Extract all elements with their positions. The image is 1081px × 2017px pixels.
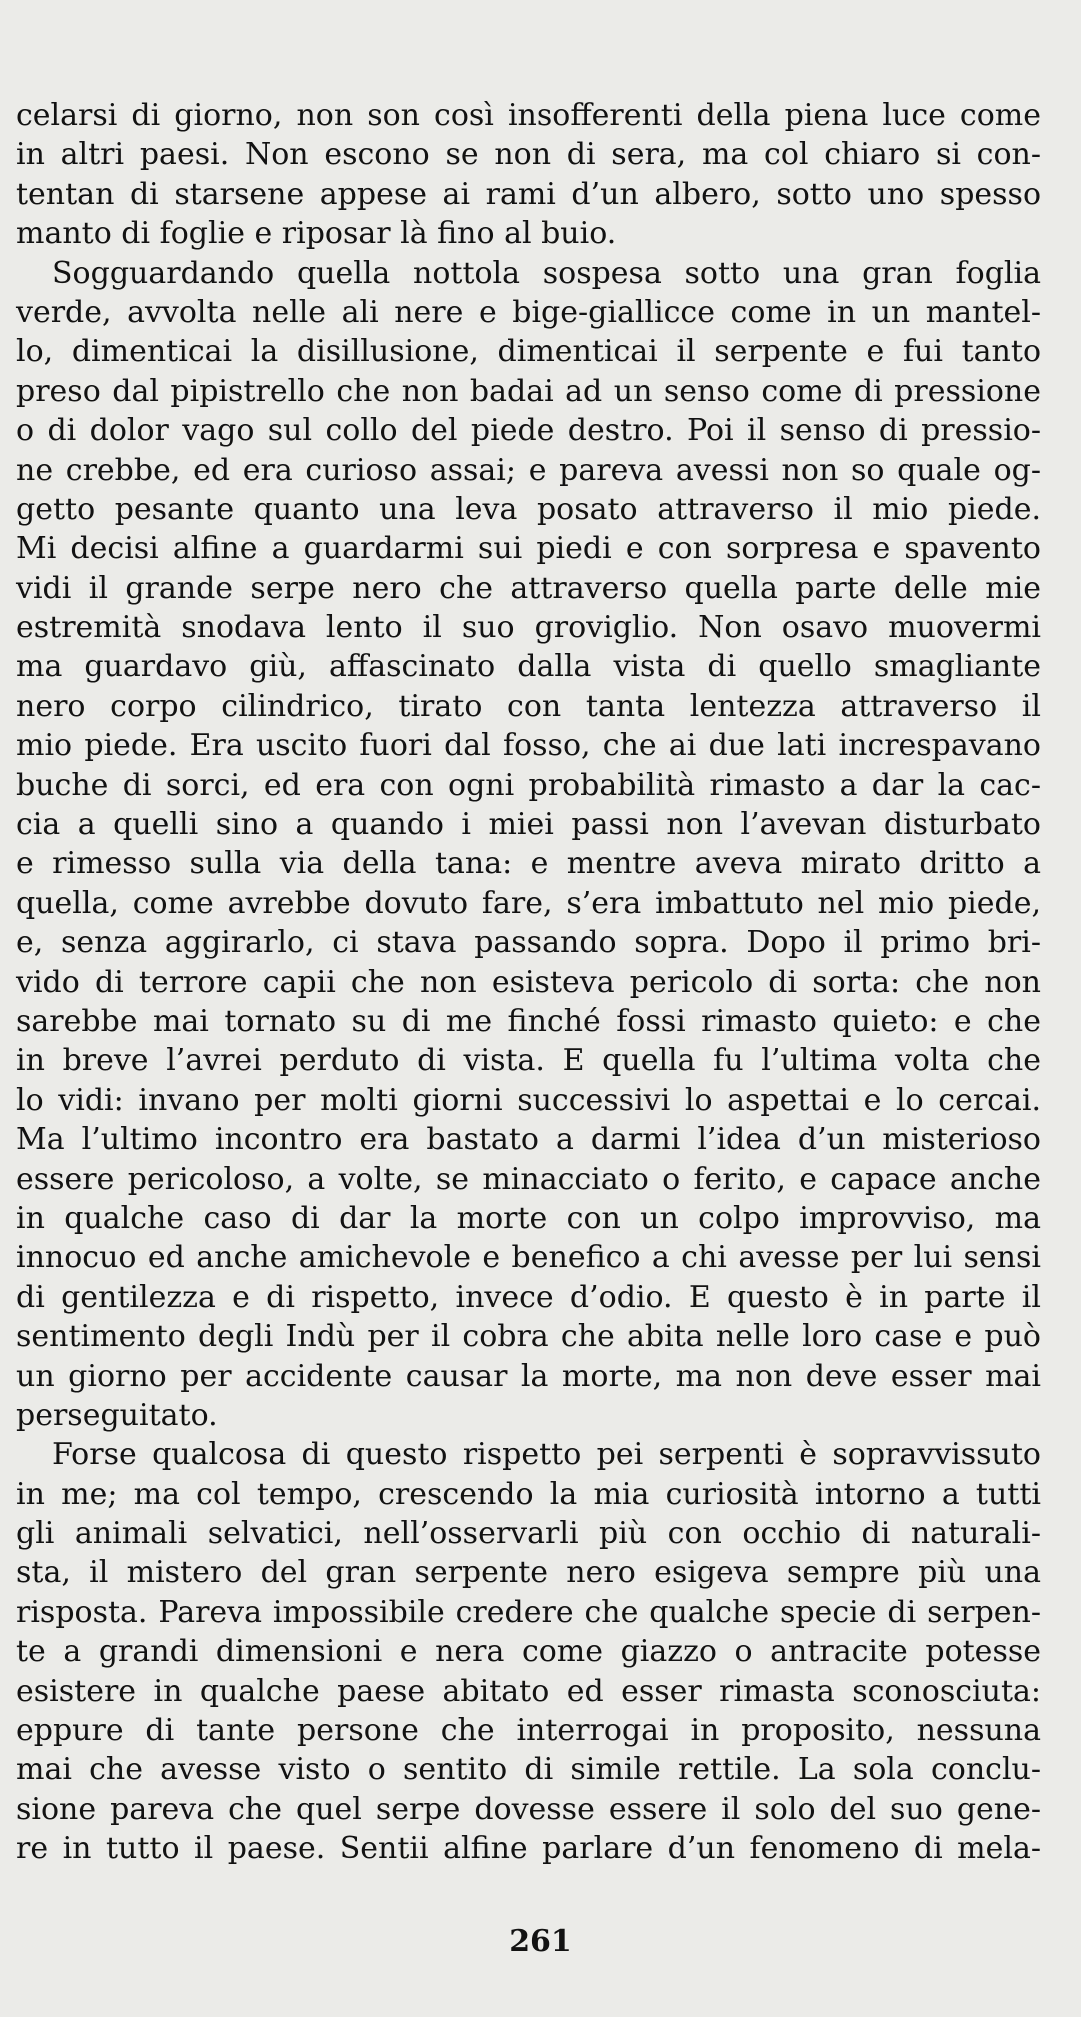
body-text <box>16 96 1041 1869</box>
text-line: celarsi di giorno, non son così insofferenti della piena luce come <box>16 98 1041 133</box>
text-line: verde, avvolta nelle ali nere e bige-giallicce come in un mantel- <box>16 294 1041 330</box>
text-line: o di dolor vago sul collo del piede destro. Poi il senso di pressio- <box>16 413 1041 449</box>
text-line: lo, dimenticai la disillusione, dimenticai il serpente e fui tanto <box>16 334 1041 370</box>
text-line: ne crebbe, ed era curioso assai; e pareva avessi non so quale og- <box>16 452 1041 488</box>
text-line: estremità snodava lento il suo groviglio. Non osavo muovermi <box>16 610 1041 646</box>
text-line: cia a quelli sino a quando i miei passi non l’avevan disturbato <box>16 807 1041 843</box>
text-line: essere pericoloso, a volte, se minacciato o ferito, e capace anche <box>16 1161 1041 1197</box>
text-line: perseguitato. <box>16 1397 218 1433</box>
text-line: e rimesso sulla via della tana: e mentre aveva mirato dritto a <box>16 846 1041 882</box>
text-line: preso dal pipistrello che non badai ad un senso come di pressione <box>16 373 1041 409</box>
text-line: tentan di starsene appese ai rami d’un albero, sotto uno spesso <box>16 176 1041 212</box>
text-line: buche di sorci, ed era con ogni probabilità rimasto a dar la cac- <box>16 767 1041 803</box>
text-line: quella, come avrebbe dovuto fare, s’era imbattuto nel mio piede, <box>16 885 1041 921</box>
text-line: e, senza aggirarlo, ci stava passando sopra. Dopo il primo bri- <box>16 925 1041 961</box>
text-line: sentimento degli Indù per il cobra che abita nelle loro case e può <box>16 1319 1041 1355</box>
text-line: innocuo ed anche amichevole e benefico a chi avesse per lui sensi <box>16 1240 1041 1276</box>
text-line: in me; ma col tempo, crescendo la mia curiosità intorno a tutti <box>16 1476 1041 1512</box>
text-line: un giorno per accidente causar la morte, ma non deve esser mai <box>16 1358 1041 1394</box>
text-line: eppure di tante persone che interrogai in proposito, nessuna <box>16 1713 1041 1749</box>
text-line: vido di terrore capii che non esisteva pericolo di sorta: che non <box>16 964 1041 1000</box>
text-line: in altri paesi. Non escono se non di sera, ma col chiaro si con- <box>16 137 1041 173</box>
text-line: sta, il mistero del gran serpente nero esigeva sempre più una <box>16 1555 1041 1591</box>
text-line: gli animali selvatici, nell’osservarli più con occhio di naturali- <box>16 1516 1041 1552</box>
text-line: mai che avesse visto o sentito di simile rettile. La sola conclu- <box>16 1752 1041 1788</box>
text-line: Sogguardando quella nottola sospesa sotto una gran foglia <box>52 255 1041 291</box>
text-line: Mi decisi alfine a guardarmi sui piedi e con sorpresa e spavento <box>16 531 1041 567</box>
text-line: esistere in qualche paese abitato ed esser rimasta sconosciuta: <box>16 1673 1041 1709</box>
text-line: re in tutto il paese. Sentii alfine parlare d’un fenomeno di mela- <box>16 1831 1041 1867</box>
text-line: sarebbe mai tornato su di me finché fossi rimasto quieto: e che <box>16 1003 1041 1039</box>
text-line: in breve l’avrei perduto di vista. E quella fu l’ultima volta che <box>16 1043 1041 1079</box>
text-line: te a grandi dimensioni e nera come giazzo o antracite potesse <box>16 1634 1041 1670</box>
text-line: di gentilezza e di rispetto, invece d’odio. E questo è in parte il <box>16 1279 1041 1315</box>
text-line: risposta. Pareva impossibile credere che qualche specie di serpen- <box>16 1594 1041 1630</box>
text-line: lo vidi: invano per molti giorni successivi lo aspettai e lo cercai. <box>16 1082 1041 1118</box>
text-line: sione pareva che quel serpe dovesse essere il solo del suo gene- <box>16 1791 1041 1827</box>
text-line: in qualche caso di dar la morte con un colpo improvviso, ma <box>16 1200 1041 1236</box>
text-line: Ma l’ultimo incontro era bastato a darmi l’idea d’un misterioso <box>16 1122 1041 1158</box>
text-line: getto pesante quanto una leva posato attraverso il mio piede. <box>16 491 1041 527</box>
text-line: ma guardavo giù, affascinato dalla vista di quello smagliante <box>16 649 1041 685</box>
text-line: mio piede. Era uscito fuori dal fosso, che ai due lati increspavano <box>16 728 1041 764</box>
text-line: Forse qualcosa di questo rispetto pei serpenti è sopravvissuto <box>52 1437 1041 1473</box>
page-number: 261 <box>509 1924 572 1959</box>
text-line: nero corpo cilindrico, tirato con tanta lentezza attraverso il <box>16 688 1041 724</box>
text-line: vidi il grande serpe nero che attraverso quella parte delle mie <box>16 570 1041 606</box>
text-line: manto di foglie e riposar là fino al buio. <box>16 216 617 252</box>
